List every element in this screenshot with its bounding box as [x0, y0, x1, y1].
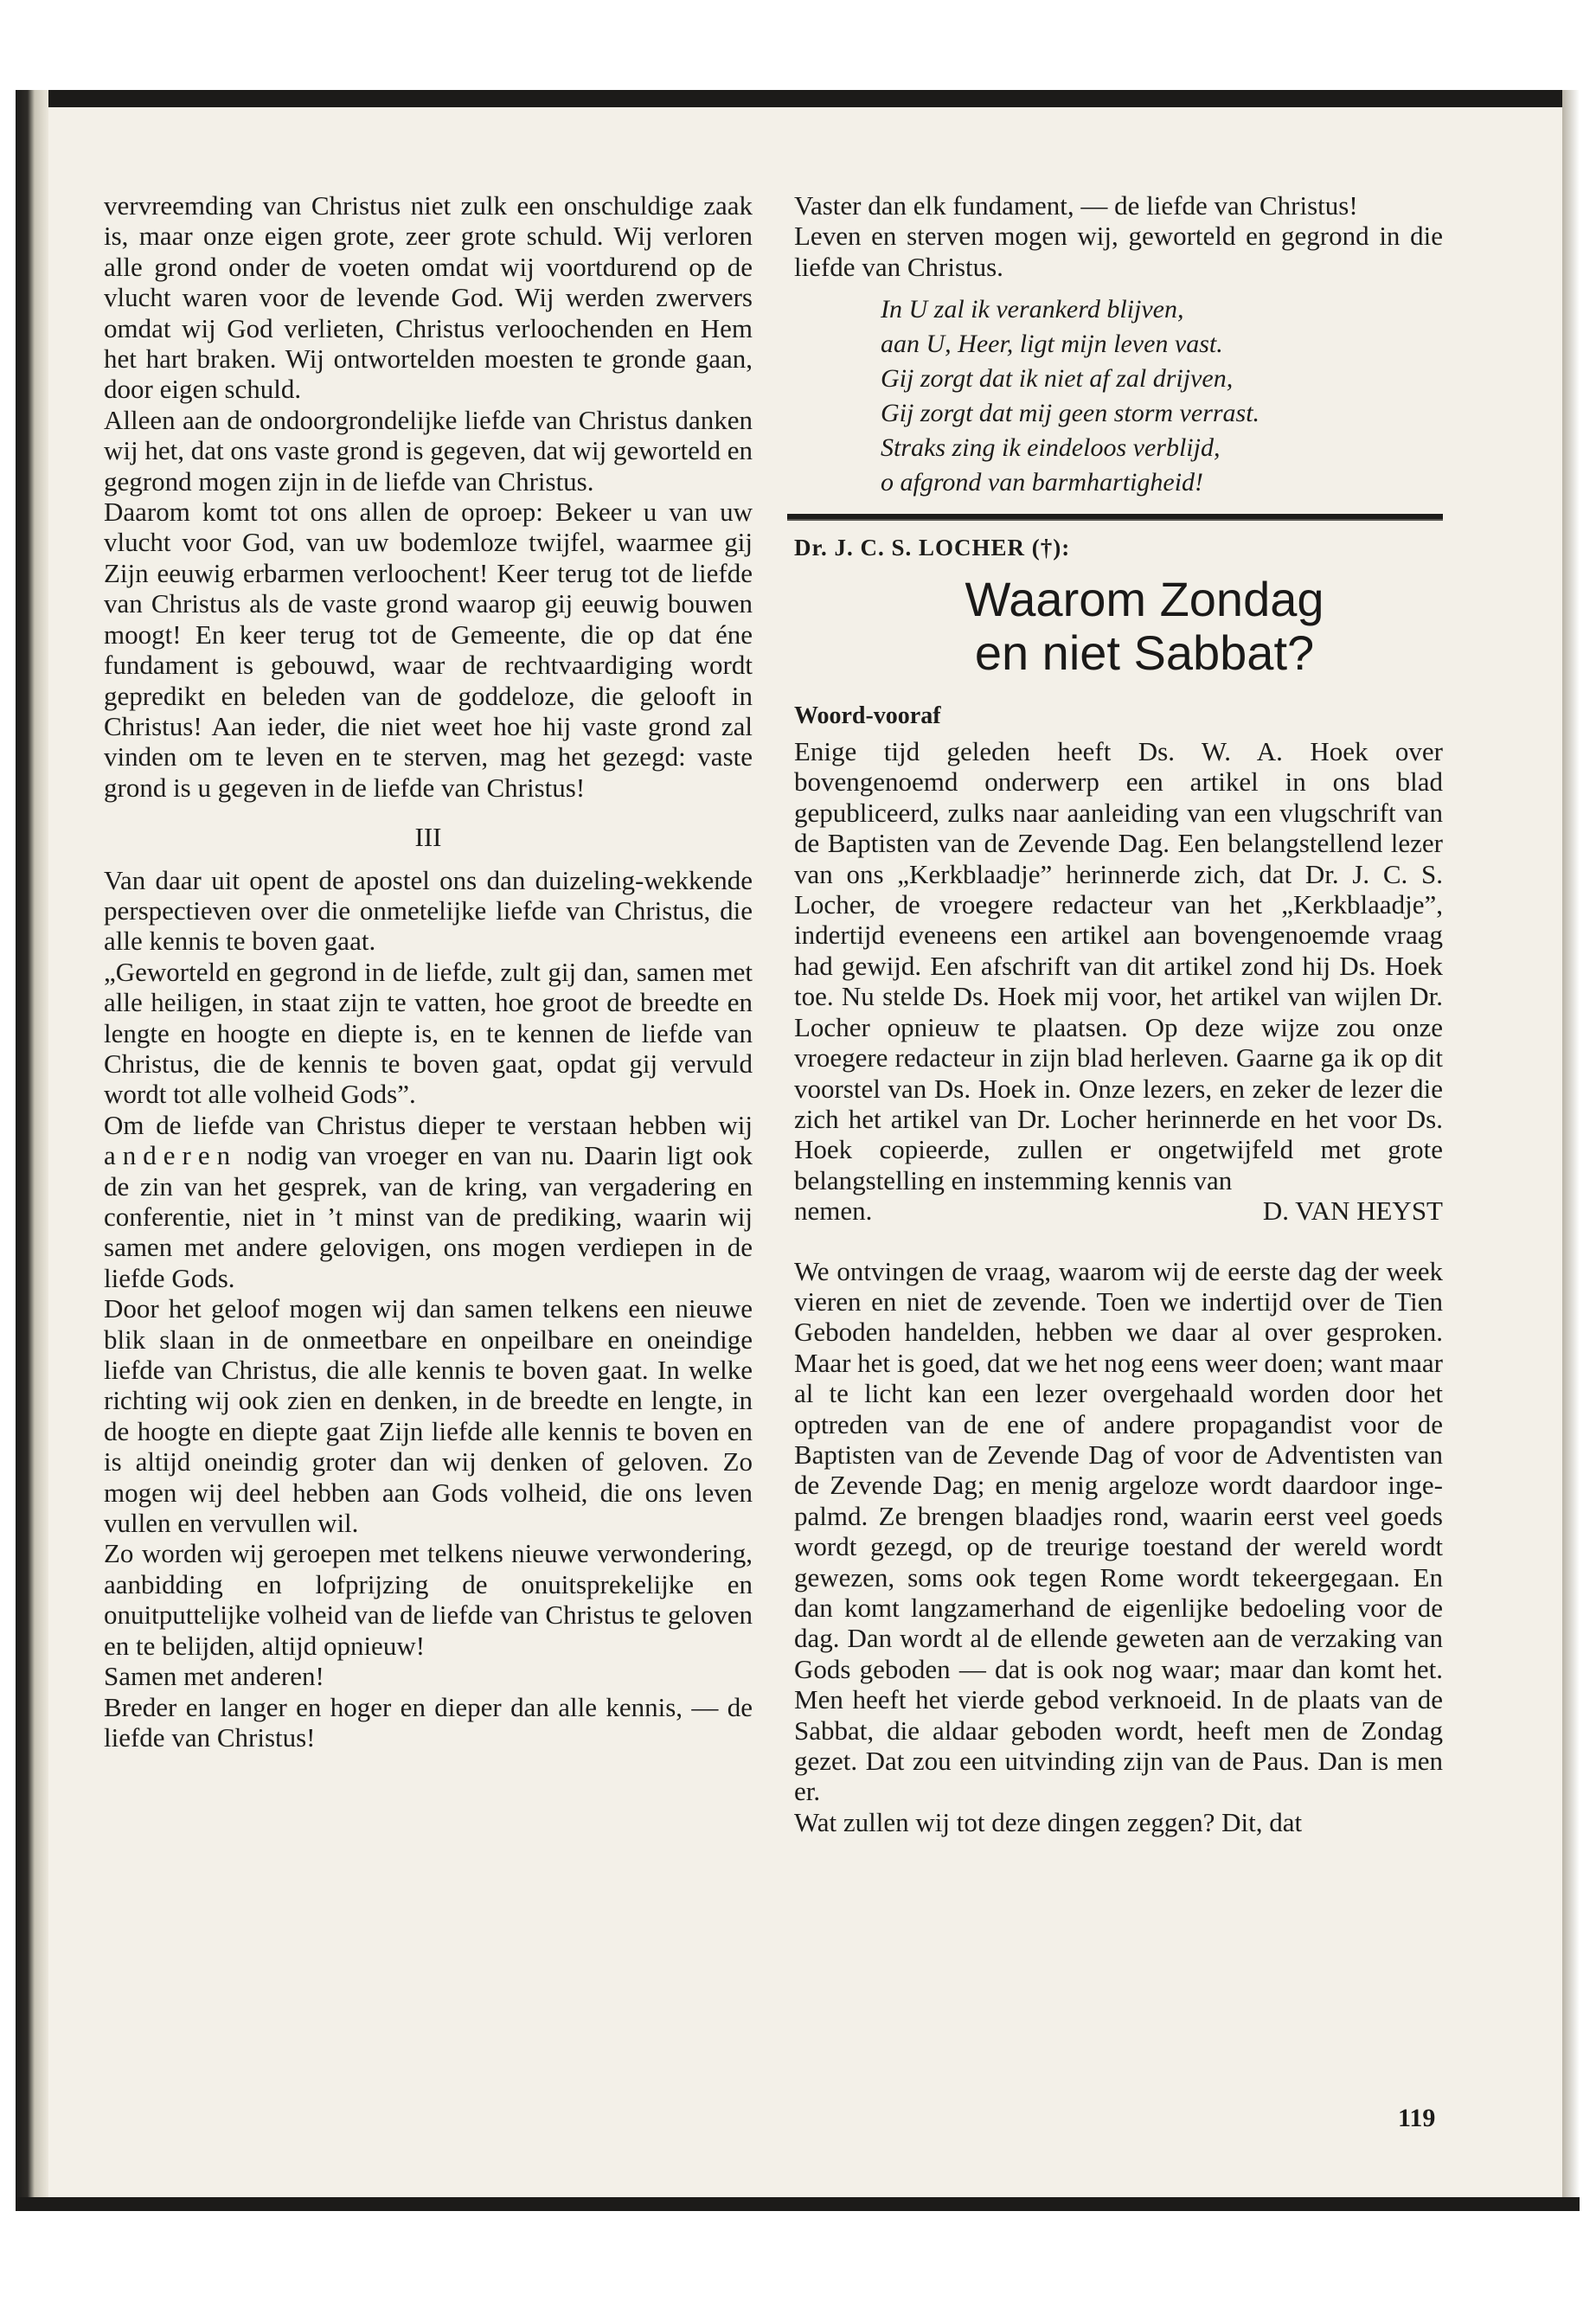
text-run: nodig van vroeger en van nu. Daarin ligt ook de zin van het gesprek, van de kring, van vergadering en conferentie, niet in ’t minst van de prediking, waarin wij samen met andere gelovigen, ons mogen verdiepen in de liefde Gods.	[104, 1140, 753, 1293]
headline-line: Waarom Zondag	[965, 571, 1324, 626]
paragraph: Daarom komt tot ons allen de oproep: Bekeer u van uw vlucht voor God, van uw bodemloze twijfel, waarmee gij Zijn eeuwig erbarmen verloochent! Keer terug tot de liefde van Christus als de vaste grond waarop gij eeuwig bouwen moogt! En keer terug tot de Gemeente, die op dat éne fundament is gebouwd, waar de rechtvaardiging wordt gepredikt en beleden van de goddeloze, die gelooft in Christus! Aan ieder, die niet weet hoe hij vaste grond zal vinden om te leven en te sterven, mag het gezegd: vaste grond is u gegeven in de liefde van Christus!	[104, 497, 753, 803]
article-author: Dr. J. C. S. LOCHER (†):	[794, 535, 1071, 561]
poem-line: aan U, Heer, ligt mijn leven vast.	[881, 330, 1223, 359]
paragraph: Samen met anderen!	[104, 1661, 324, 1692]
paragraph: Breder en langer en hoger en dieper dan alle kennis, — de liefde van Christus!	[104, 1691, 753, 1753]
paragraph: Alleen aan de ondoorgrondelijke liefde van Christus danken wij het, dat ons vaste grond is gegeven, dat wij geworteld en gegrond mogen zijn in de liefde van Christus.	[104, 404, 753, 497]
right-column	[794, 190, 1443, 1837]
paragraph: vervreemding van Christus niet zulk een onschuldige zaak is, maar onze eigen grote, zeer grote schuld. Wij verloren alle grond onder de voeten omdat wij voortdurend op de vlucht waren voor de levende God. Wij werden zwervers omdat wij God verlieten, Christus verloochenden en Hem het hart braken. Wij ontwortelden moesten te gronde gaan, door eigen schuld.	[104, 190, 753, 405]
paragraph: Van daar uit opent de apostel ons dan duizeling-wekkende perspectieven over die onmetelijke liefde van Christus, die alle kennis te boven gaat.	[104, 864, 753, 957]
page-number: 119	[1398, 2104, 1436, 2132]
subheading: Woord-vooraf	[794, 702, 941, 729]
article-headline	[846, 573, 1443, 680]
foreword-paragraph: Enige tijd geleden heeft Ds. W. A. Hoek over bovengenoemd onderwerp een artikel in ons blad gepubliceerd, zulks naar aanleiding van een vlugschrift van de Baptisten van de Zevende Dag. Een belangstellend lezer van ons „Kerkblaadje” herinnerde zich, dat Dr. J. C. S. Locher, de vroegere redacteur van het „Kerkblaadje”, indertijd eveneens een artikel aan bovengenoemde vraag had gewijd. Een afschrift van dit artikel zond hij Ds. Hoek toe. Nu stelde Ds. Hoek mij voor, het artikel van wijlen Dr. Locher opnieuw te plaatsen. Op deze wijze zou onze vroegere redacteur in zijn blad herleven. Gaarne ga ik op dit voorstel van Ds. Hoek in. Onze lezers, en zeker de lezer die zich het artikel van Dr. Locher herinnerde en het voor Ds. Hoek copieerde, zullen er ongetwijfeld met grote belangstelling en instemming kennis van	[794, 736, 1443, 1195]
spacer	[794, 1227, 1443, 1256]
paragraph: We ontvingen de vraag, waarom wij de eerste dag der week vieren en niet de zevende. Toen we indertijd over de Tien Geboden handelden, hebben we daar al over gesproken. Maar het is goed, dat we het nog eens weer doen; want maar al te licht kan een lezer overgehaald worden door het optreden van de ene of andere propagandist voor de Baptisten van de Zevende Dag of voor de Adventisten van de Zevende Dag; en menig argeloze wordt daardoor ingepalmd. Ze brengen blaadjes rond, waarin eerst veel goeds wordt gezegd, op de treurige toestand der wereld wordt gewezen, soms ook tegen Rome wordt tekeergegaan. En dan komt langzamerhand de eigenlijke bedoeling voor de dag. Dan wordt al de ellende geweten aan de verzaking van Gods geboden — dat is ook nog waar; maar dan komt het. Men heeft het vierde gebod verknoeid. In de plaats van de Sabbat, die aldaar geboden wordt, heeft men de Zondag gezet. Dat zou een uitvinding zijn van de Paus. Dan is men er.	[794, 1255, 1443, 1807]
signature-line	[794, 1195, 1443, 1226]
text-run: Om de liefde van Christus dieper te verstaan hebben wij	[104, 1109, 753, 1140]
poem-line: Straks zing ik eindeloos verblijd,	[881, 433, 1221, 463]
section-divider	[787, 514, 1443, 521]
poem-line: Gij zorgt dat mij geen storm verrast.	[881, 399, 1260, 428]
page-edge-right	[1562, 90, 1580, 2211]
headline-line: en niet Sabbat?	[974, 625, 1315, 680]
poem-line: o afgrond van barmhartigheid!	[881, 468, 1204, 497]
poem-line: Gij zorgt dat ik niet af zal drijven,	[881, 364, 1234, 394]
spaced-emphasis-word: anderen	[104, 1140, 238, 1171]
book-binding-bottom	[16, 2197, 1580, 2211]
poem-line: In U zal ik verankerd blijven,	[881, 295, 1184, 324]
left-column	[104, 190, 753, 1753]
book-binding-left	[16, 90, 48, 2211]
document-page	[48, 107, 1562, 2197]
foreword-end: nemen.	[794, 1195, 873, 1227]
paragraph: Zo worden wij geroepen met telkens nieuwe verwondering, aanbidding en lofprijzing de onuitsprekelijke en onuitputtelijke volheid van de liefde van Christus te geloven en te belijden, altijd opnieuw!	[104, 1538, 753, 1661]
paragraph: Wat zullen wij tot deze dingen zeggen? Dit, dat	[794, 1806, 1303, 1837]
paragraph: Vaster dan elk fundament, — de liefde van Christus!	[794, 190, 1358, 221]
signature: D. VAN HEYST	[1262, 1195, 1443, 1227]
paragraph: „Geworteld en gegrond in de liefde, zult gij dan, samen met alle heiligen, in staat zijn te vatten, hoe groot de breedte en lengte en hoogte en diepte is, en te kennen de liefde van Christus, die de kennis te boven gaat, opdat gij vervuld wordt tot alle volheid Gods”.	[104, 956, 753, 1110]
book-binding-top	[16, 90, 1580, 107]
section-number: III	[414, 822, 442, 853]
poem	[881, 292, 1443, 500]
paragraph-with-spaced-word	[104, 1110, 753, 1293]
paragraph: Leven en sterven mogen wij, geworteld en gegrond in die liefde van Christus.	[794, 221, 1443, 282]
paragraph: Door het geloof mogen wij dan samen telkens een nieuwe blik slaan in de onmeetbare en onpeilbare en oneindige liefde van Christus, die alle kennis te boven gaat. In welke richting wij ook zien en denken, in de breedte en lengte, in de hoogte en diepte gaat Zijn liefde alle kennis te boven en is altijd oneindig groter dan wij denken of geloven. Zo mogen wij deel hebben aan Gods volheid, die ons leven vullen en vervullen wil.	[104, 1293, 753, 1539]
